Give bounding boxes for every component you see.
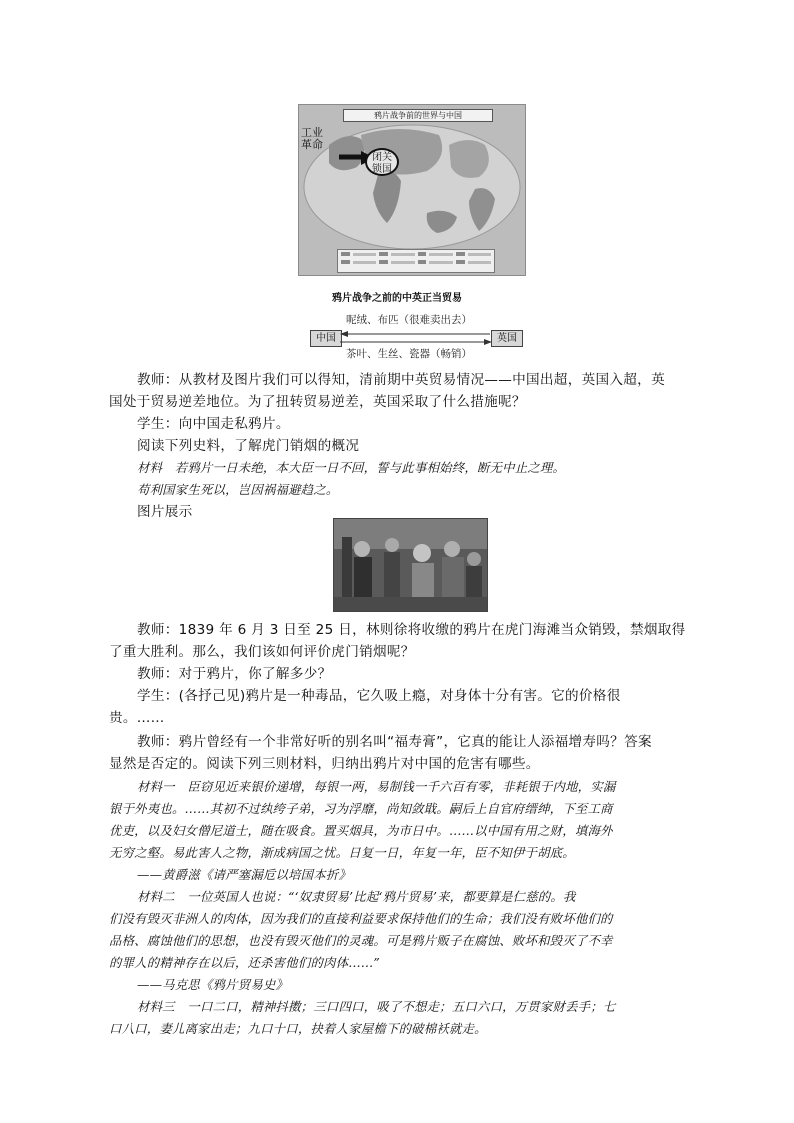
material-one-source: ——黄爵滋《请严塞漏卮以培国本折》 <box>137 867 352 882</box>
picture-heading: 图片展示 <box>137 504 193 520</box>
reading-prompt-1: 阅读下列史料，了解虎门销烟的概况 <box>137 438 360 454</box>
humen-burning-painting <box>333 518 488 612</box>
teacher-line-4a: 教师：鸦片曾经有一个非常好听的别名叫“福寿膏”，它真的能让人添福增寿吗？答案 <box>137 734 652 750</box>
teacher-line-4b: 显然是否定的。阅读下列三则材料，归纳出鸦片对中国的危害有哪些。 <box>109 756 540 772</box>
material-two-line-1: 材料二 一位英国人也说：“‘奴隶贸易’比起‘鸦片贸易’来，都要算是仁慈的。我 <box>137 889 576 904</box>
teacher-line-2b: 了重大胜利。那么，我们该如何评价虎门销烟呢？ <box>109 644 415 660</box>
material-one-line-4: 无穷之壑。易此害人之物，渐成病国之忧。日复一日，年复一年，臣不知伊于胡底。 <box>109 845 575 860</box>
teacher-line-3: 教师：对于鸦片，你了解多少？ <box>137 666 332 682</box>
material-one-line-3: 优吏，以及妇女僧尼道士，随在吸食。置买烟具，为市日中。……以中国有用之财，填海外 <box>109 823 613 838</box>
student-line-1: 学生：向中国走私鸦片。 <box>137 416 290 432</box>
material-line-1b: 苟利国家生死以，岂因祸福避趋之。 <box>137 482 339 497</box>
material-three-line-2: 口八口，妻儿离家出走；九口十口，抉着人家屋檐下的破棉袄就走。 <box>109 1021 487 1036</box>
material-two-line-3: 品格、腐蚀他们的思想，也没有毁灭他们的灵魂。可是鸦片贩子在腐蚀、败坏和毁灭了不幸 <box>109 933 613 948</box>
student-line-2a: 学生：(各抒己见)鸦片是一种毒品，它久吸上瘾，对身体十分有害。它的价格很 <box>137 688 621 704</box>
material-two-line-4: 的罪人的精神存在以后，还杀害他们的肉体……” <box>109 955 380 970</box>
material-line-1a: 材料 若鸦片一日未绝，本大臣一日不回，誓与此事相始终，断无中止之理。 <box>137 460 566 475</box>
trade-export-uk: 呢绒、布匹（很难卖出去） <box>346 314 472 326</box>
material-two-line-2: 们没有毁灭非洲人的肉体，因为我们的直接利益要求保持他们的生命；我们没有败坏他们的 <box>109 911 613 926</box>
teacher-line-1a: 教师：从教材及图片我们可以得知，清前期中英贸易情况——中国出超，英国入超，英 <box>137 372 665 388</box>
teacher-line-2a: 教师：1839 年 6 月 3 日至 25 日，林则徐将收缴的鸦片在虎门海滩当众销毁，禁烟取得 <box>137 622 686 638</box>
painting-graphic <box>334 519 487 611</box>
student-line-2b: 贵。…… <box>109 710 165 726</box>
trade-box-britain: 英国 <box>491 330 523 347</box>
material-one-line-1: 材料一 臣窃见近来银价递增，每银一两，易制钱一千六百有零，非耗银于内地，实漏 <box>137 779 616 794</box>
trade-export-china: 茶叶、生丝、瓷器（畅销） <box>346 348 472 360</box>
map-label-closed-door <box>365 148 399 176</box>
map-label-industrial-revolution <box>301 127 323 151</box>
map-title: 鸦片战争前的世界与中国 <box>343 109 493 122</box>
material-one-line-2: 银于外夷也。……其初不过纨绔子弟，习为浮靡，尚知敛戢。嗣后上自官府缙绅，下至工商 <box>109 801 613 816</box>
map-label-industrial-line2: 革命 <box>301 138 323 151</box>
map-label-industrial-line1: 工业 <box>301 126 323 139</box>
map-label-closed-line1: 闭关 <box>372 152 392 163</box>
map-legend <box>337 249 495 273</box>
trade-box-china: 中国 <box>310 330 342 347</box>
trade-diagram-title: 鸦片战争之前的中英正当贸易 <box>332 293 462 304</box>
world-map-figure <box>298 104 526 276</box>
material-three-line-1: 材料三 一口二口，精神抖擞；三口四口，吸了不想走；五口六口，万贯家财丢手；七 <box>137 999 616 1014</box>
map-label-closed-line2: 锁国 <box>372 164 392 175</box>
teacher-line-1b: 国处于贸易逆差地位。为了扭转贸易逆差，英国采取了什么措施呢？ <box>109 394 526 410</box>
material-two-source: ——马克思《鸦片贸易史》 <box>137 977 289 992</box>
